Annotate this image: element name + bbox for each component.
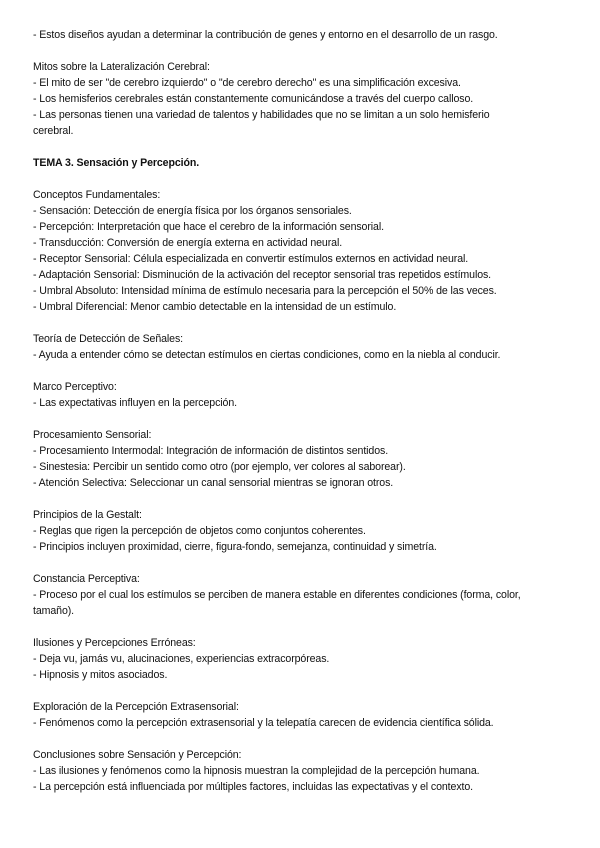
blank-line bbox=[33, 43, 568, 59]
blank-line bbox=[33, 363, 568, 379]
blank-line bbox=[33, 619, 568, 635]
text-line: - Deja vu, jamás vu, alucinaciones, experiencias extracorpóreas. bbox=[33, 653, 330, 665]
text-line: Ilusiones y Percepciones Erróneas: bbox=[33, 637, 196, 649]
text-line: - El mito de ser "de cerebro izquierdo" o "de cerebro derecho" es una simplificación excesiva. bbox=[33, 77, 461, 89]
text-line: - Proceso por el cual los estímulos se perciben de manera estable en diferentes condiciones (forma, color, bbox=[33, 589, 521, 601]
document-body bbox=[33, 27, 568, 795]
text-line: - La percepción está influenciada por múltiples factores, incluidas las expectativas y el contexto. bbox=[33, 781, 473, 793]
text-line: - Reglas que rigen la percepción de objetos como conjuntos coherentes. bbox=[33, 525, 366, 537]
text-line: - Hipnosis y mitos asociados. bbox=[33, 669, 168, 681]
blank-line bbox=[33, 411, 568, 427]
text-line: - Umbral Absoluto: Intensidad mínima de estímulo necesaria para la percepción el 50% de las veces. bbox=[33, 285, 497, 297]
text-line: - Las ilusiones y fenómenos como la hipnosis muestran la complejidad de la percepción humana. bbox=[33, 765, 480, 777]
text-line: - Las personas tienen una variedad de talentos y habilidades que no se limitan a un solo hemisferio bbox=[33, 109, 490, 121]
text-line: - Los hemisferios cerebrales están constantemente comunicándose a través del cuerpo calloso. bbox=[33, 93, 474, 105]
text-line: - Umbral Diferencial: Menor cambio detectable en la intensidad de un estímulo. bbox=[33, 301, 397, 313]
text-line: Procesamiento Sensorial: bbox=[33, 429, 152, 441]
blank-line bbox=[33, 683, 568, 699]
text-line: Constancia Perceptiva: bbox=[33, 573, 140, 585]
text-line: - Las expectativas influyen en la percepción. bbox=[33, 397, 237, 409]
blank-line bbox=[33, 491, 568, 507]
text-line: - Sensación: Detección de energía física por los órganos sensoriales. bbox=[33, 205, 352, 217]
blank-line bbox=[33, 171, 568, 187]
text-line: - Estos diseños ayudan a determinar la contribución de genes y entorno en el desarrollo de un rasgo. bbox=[33, 29, 498, 41]
text-line: cerebral. bbox=[33, 125, 74, 137]
blank-line bbox=[33, 315, 568, 331]
section-heading: TEMA 3. Sensación y Percepción. bbox=[33, 157, 200, 169]
text-line: Mitos sobre la Lateralización Cerebral: bbox=[33, 61, 210, 73]
text-line: - Transducción: Conversión de energía externa en actividad neural. bbox=[33, 237, 343, 249]
blank-line bbox=[33, 555, 568, 571]
text-line: tamaño). bbox=[33, 605, 75, 617]
text-line: Marco Perceptivo: bbox=[33, 381, 117, 393]
text-line: - Fenómenos como la percepción extrasensorial y la telepatía carecen de evidencia científica sólida. bbox=[33, 717, 494, 729]
text-line: - Sinestesia: Percibir un sentido como otro (por ejemplo, ver colores al saborear). bbox=[33, 461, 406, 473]
text-line: - Procesamiento Intermodal: Integración de información de distintos sentidos. bbox=[33, 445, 389, 457]
text-line: - Receptor Sensorial: Célula especializada en convertir estímulos externos en actividad neural. bbox=[33, 253, 469, 265]
text-line: Teoría de Detección de Señales: bbox=[33, 333, 184, 345]
text-line: Conclusiones sobre Sensación y Percepción: bbox=[33, 749, 242, 761]
text-line: Exploración de la Percepción Extrasensorial: bbox=[33, 701, 239, 713]
blank-line bbox=[33, 139, 568, 155]
text-line: - Percepción: Interpretación que hace el cerebro de la información sensorial. bbox=[33, 221, 384, 233]
text-line: - Atención Selectiva: Seleccionar un canal sensorial mientras se ignoran otros. bbox=[33, 477, 394, 489]
blank-line bbox=[33, 731, 568, 747]
text-line: Conceptos Fundamentales: bbox=[33, 189, 161, 201]
text-line: - Principios incluyen proximidad, cierre, figura-fondo, semejanza, continuidad y simetría. bbox=[33, 541, 437, 553]
text-line: - Ayuda a entender cómo se detectan estímulos en ciertas condiciones, como en la niebla al conducir. bbox=[33, 349, 501, 361]
text-line: - Adaptación Sensorial: Disminución de la activación del receptor sensorial tras repetidos estímulos. bbox=[33, 269, 492, 281]
text-line: Principios de la Gestalt: bbox=[33, 509, 142, 521]
